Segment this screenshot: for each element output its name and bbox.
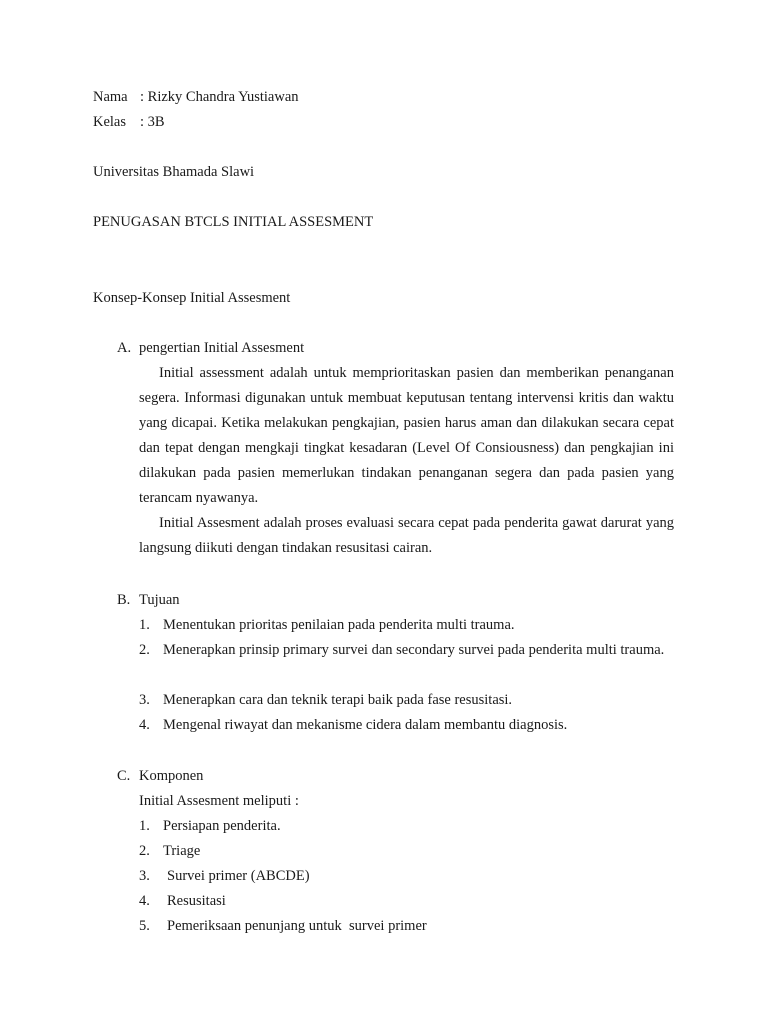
class-label: Kelas xyxy=(93,114,127,130)
list-item-text: Pemeriksaan penunjang untuk survei primer xyxy=(167,918,427,934)
list-item-number: 1. xyxy=(139,818,150,834)
list-item-text: Mengenal riwayat dan mekanisme cidera dalam membantu diagnosis. xyxy=(163,717,568,733)
section-b-letter: B. xyxy=(117,592,131,608)
list-item-number: 3. xyxy=(139,692,150,708)
assignment-title: PENUGASAN BTCLS INITIAL ASSESMENT xyxy=(93,214,374,230)
section-b-title: Tujuan xyxy=(139,592,180,608)
section-c-intro: Initial Assesment meliputi : xyxy=(139,793,299,809)
name-label: Nama xyxy=(93,89,128,105)
list-item-text: Triage xyxy=(163,843,201,859)
section-a-paragraph-1: Initial assessment adalah untuk memprioritaskan pasien dan memberikan penanganan segera. Informasi digunakan untuk membuat keputusan tentang intervensi kritis dan waktu yang dicapai. Ketika melakukan pengkajian, pasien harus aman dan dilakukan secara cepat dan tepat dengan mengkaji tingkat kesadaran (Level Of Consiousness) dan pengkajian ini dilakukan pada pasien memerlukan tindakan penanganan segera dan pada pasien yang terancam nyawanya. xyxy=(139,365,674,506)
section-a-letter: A. xyxy=(117,340,132,356)
list-item-text: Menerapkan cara dan teknik terapi baik pada fase resusitasi. xyxy=(163,692,513,708)
list-item-text: Persiapan penderita. xyxy=(163,818,281,834)
list-item-number: 5. xyxy=(139,918,150,934)
section-c-title: Komponen xyxy=(139,768,204,784)
list-item-text: Menerapkan prinsip primary survei dan secondary survei pada penderita multi trauma. xyxy=(163,642,665,658)
list-item-text: Menentukan prioritas penilaian pada penderita multi trauma. xyxy=(163,617,515,633)
list-item-number: 3. xyxy=(139,868,150,884)
section-c-letter: C. xyxy=(117,768,131,784)
university-name: Universitas Bhamada Slawi xyxy=(93,164,255,180)
section-a-title: pengertian Initial Assesment xyxy=(139,340,305,356)
topic-heading: Konsep-Konsep Initial Assesment xyxy=(93,290,291,306)
class-value: : 3B xyxy=(140,114,165,130)
section-a-paragraph-2: Initial Assesment adalah proses evaluasi secara cepat pada penderita gawat darurat yang langsung diikuti dengan tindakan resusitasi cairan. xyxy=(139,515,674,556)
list-item-number: 1. xyxy=(139,617,150,633)
list-item-number: 4. xyxy=(139,893,150,909)
list-item-text: Survei primer (ABCDE) xyxy=(167,868,310,884)
list-item-number: 2. xyxy=(139,843,150,859)
list-item-number: 2. xyxy=(139,642,150,658)
list-item-number: 4. xyxy=(139,717,150,733)
name-value: : Rizky Chandra Yustiawan xyxy=(140,89,299,105)
list-item-text: Resusitasi xyxy=(167,893,226,909)
